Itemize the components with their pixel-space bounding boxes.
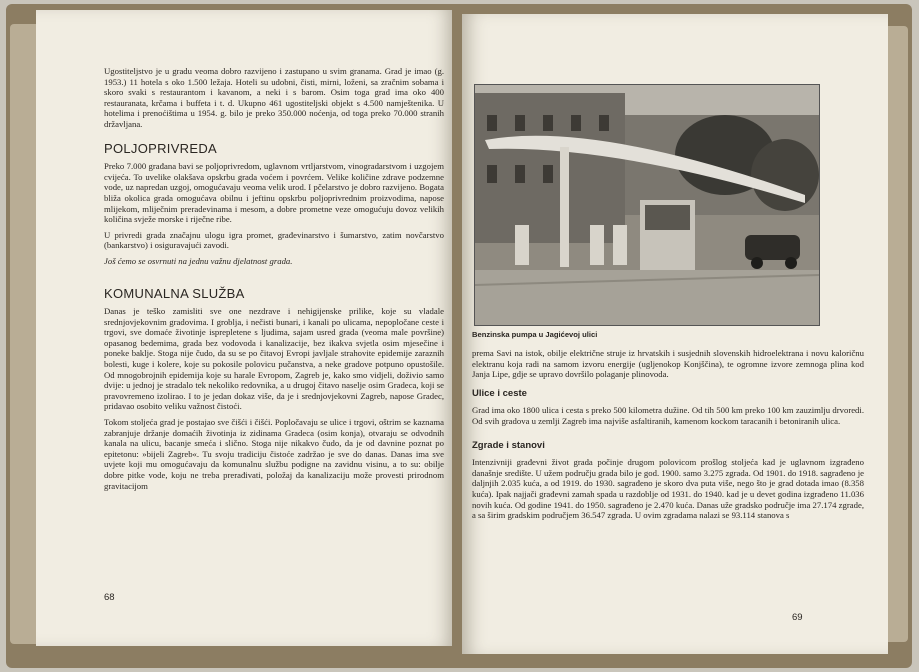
section-heading-zgrade-i-stanovi: Zgrade i stanovi <box>472 439 545 451</box>
gas-station-photo-drawing <box>475 85 819 325</box>
paragraph: Intenzivniji građevni život grada počinje drugom polovicom prošlog stoljeća kad je uglavnom izgrađeno današnje središte. U užem području grada bilo je god. 1900. samo 3.275 zgrada. Od 1901. do 1918. sagrađeno je daljnjih 2.035 kuća, a od 1919. do 1930. sagrađeno je skoro dva puta više, nego što je grad dotada imao (8.358 kuća). Ipak najjači građevni zamah spada u razdoblje od 1931. do 1940. kad je u devet godina izgrađeno 11.036 novih kuća. Od godine 1941. do 1950. sagrađeno je 2.470 kuća. Danas uže gradsko područje ima 27.174 zgrade, a sa širim gradskim područjem 36.547 zgrada. U ovim zgradama nalazi se 93.114 stanova s <box>472 457 864 521</box>
left-page-text <box>104 66 444 496</box>
section-heading-komunalna-sluzba: KOMUNALNA SLUŽBA <box>104 285 245 301</box>
page-number-left: 68 <box>104 592 115 603</box>
right-page-edges <box>886 26 908 642</box>
paragraph: Grad ima oko 1800 ulica i cesta s preko 500 kilometra dužine. Od tih 500 km preko 100 km zauzimlju drvoredi. Od svih gradova u zemlji Zagreb ima najviše asfaltiranih, kamenom kockom taracanih i betoniranih ulica. <box>472 405 864 426</box>
book-spread <box>6 4 912 668</box>
left-page-edges <box>10 24 36 644</box>
section-heading-poljoprivreda: POLJOPRIVREDA <box>104 140 217 156</box>
paragraph: U privredi grada značajnu ulogu igra promet, građevinarstvo i šumarstvo, zatim novčarstvo (bankarstvo) i osiguravajući zavodi. <box>104 229 444 251</box>
right-page-text <box>472 348 864 526</box>
gas-station-photo <box>474 84 820 326</box>
italic-paragraph: Još ćemo se osvrnuti na jednu važnu djelatnost grada. <box>104 255 293 266</box>
intro-paragraph: Ugostiteljstvo je u gradu veoma dobro razvijeno i zastupano u svim granama. Grad je imao (g. 1953.) 11 hotela s oko 1.500 ležaja. Hoteli su udobni, čisti, mirni, loženi, sa zračnim sobama i skoro svaki s restaurantom i kavanom, a neki i s barom. Osim toga grad ima oko 400 restauranata, krčama i buffeta i t. d. Ukupno 461 ugostiteljski objekt s 4.500 namještenika. U hotelima i prenoćištima u 1954. g. bilo je preko 350.000 noćenja, od toga preko 70.000 stranih državljana. <box>104 66 444 129</box>
paragraph: prema Savi na istok, obilje električne struje iz hrvatskih i susjednih slovenskih hidroelektrana i novu kaloričnu elektranu koja radi na samom izvoru energije (ugljenokop Konjščina), te ogromne izvore zemnoga plina kod Janja Lipe, gdje se upravo dovršilo polaganje plinovoda. <box>472 348 864 380</box>
paragraph: Danas je teško zamisliti sve one nezdrave i nehigijenske prilike, koje su vladale srednjovjekovnim gradovima. I groblja, i nečisti bunari, i kanali po ulicama, nepopločane ceste i trgovi, sve domaće životinje isprepletene s ljudima, sajam usred grada (veoma male površine) opasanog bedemima, grada bez vodovoda i kanalizacije, bez ikakva svjetla osim mjesečine i poneke baklje. Stoga nije čudo, da su se po čitavoj Evropi javljale strahovite epidemije zaraznih bolesti, kuge i kolere, koje su pokosile polovicu pučanstva, a neke gradove potpuno opustošile. Od mnogobrojnih epidemija koje su harale Evropom, Zagreb je, kako smo vidjeli, doživio samo dvije: u jednoj je stradalo tek nekoliko redovnika, a u drugoj čitavo naselje osim Gradeca, koji se pravovremeno izolirao. I to je jedan dokaz više, da je i srednjovjekovni Zagreb, napose Gradec, pridavao osobito veliku važnost čistoći. <box>104 306 444 412</box>
paragraph: Preko 7.000 građana bavi se poljoprivredom, uglavnom vrtljarstvom, vinogradarstvom i uzgojem cvijeća. To uvelike olakšava opskrbu grada voćem i povrćem. Velike količine zdrave podzemne vode, uz napredan uzgoj, omogućavaju veoma velik urod. I pčelarstvo je dobro razvijeno. Bogata bliža okolica grada omogućava obilnu i jeftinu opskrbu poljoprivrednim proizvodima, napose mlijekom, mliječnim preradevinama i mesom, a dobre prometne veze omogućuju dovoz velikih količina svježe morske i riječne ribe. <box>104 161 444 225</box>
section-heading-ulice-i-ceste: Ulice i ceste <box>472 387 527 399</box>
paragraph: Tokom stoljeća grad je postajao sve čišći i čišći. Popločavaju se ulice i trgovi, oštrim se kaznama zabranjuje držanje domaćih životinja iz zidinama Gradeca (osim konja), otvaraju se odvodnih kanala na ulicu, bacanje smeća i slično. Stoga nije nikakvo čudo, da je od davnine poznat po epitetonu: »bijeli Zagreb«. Tu svoju tradiciju čistoće zadržao je sve do danas. Danas ima sve uvjete koji mu omogućavaju da komunalnu službu podigne na zavidnu visinu, a to su: obilje dobre pitke vode, koju ne treba prerađivati, položaj da kanalizaciju može provesti prirodnom gravitacijom <box>104 417 444 491</box>
photo-caption: Benzinska pumpa u Jagićevoj ulici <box>472 330 598 339</box>
page-number-right: 69 <box>792 612 803 623</box>
left-page <box>36 10 452 646</box>
right-page <box>462 14 888 654</box>
